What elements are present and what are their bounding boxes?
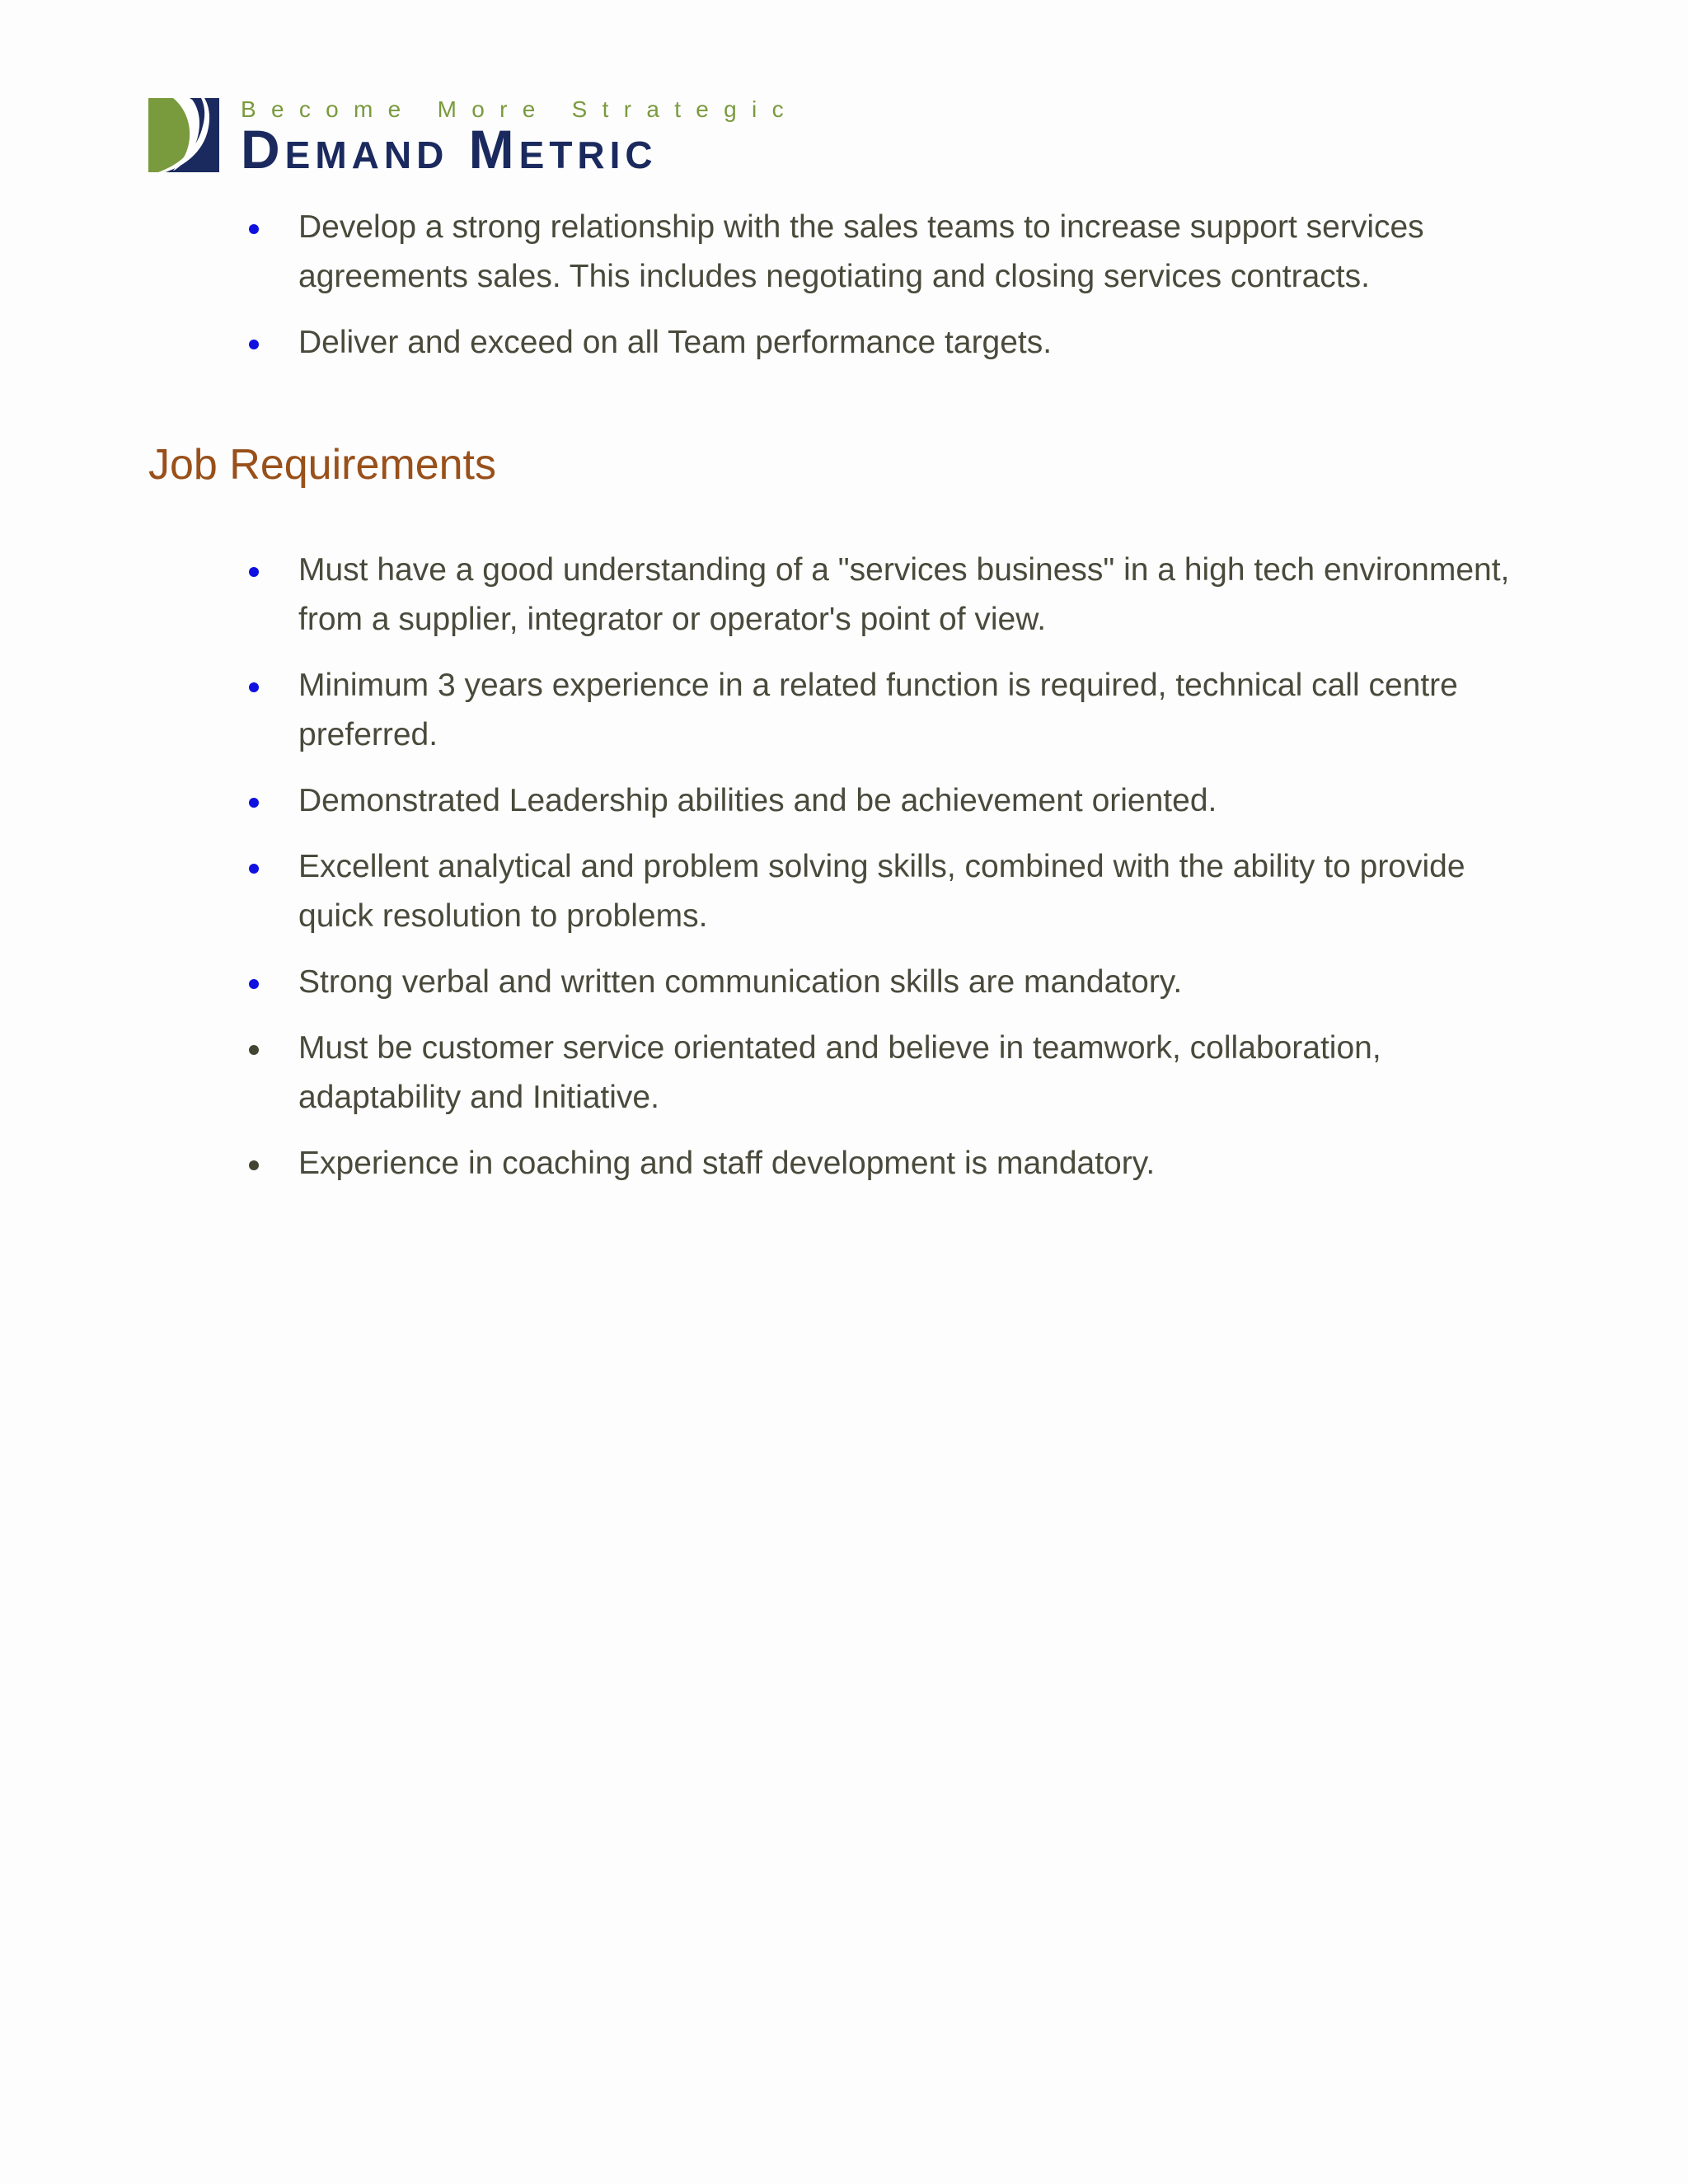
brand-name: Demand Metric	[241, 119, 658, 180]
brand-tagline: Become More Strategic	[241, 96, 799, 122]
list-item	[0, 318, 1688, 368]
bullet-dot-icon	[249, 798, 259, 808]
bullet-dot-icon	[249, 1160, 259, 1170]
list-item-text: Demonstrated Leadership abilities and be achievement oriented.	[298, 783, 1217, 818]
demand-metric-logo-icon	[148, 98, 219, 172]
bullet-dot-icon	[249, 1045, 259, 1055]
bullet-dot-icon	[249, 979, 259, 989]
bullet-dot-icon	[249, 567, 259, 577]
list-item-text: Develop a strong relationship with the sales teams to increase support services agreements sales. This includes negotiating and closing services contracts.	[298, 209, 1424, 294]
list-item	[0, 958, 1688, 1007]
list-item	[0, 842, 1688, 941]
intro-bullet-list	[0, 203, 1688, 384]
list-item	[0, 203, 1688, 302]
list-item-text: Deliver and exceed on all Team performance targets.	[298, 325, 1053, 360]
requirements-bullet-list	[0, 546, 1688, 1205]
list-item-text: Must be customer service orientated and believe in teamwork, collaboration, adaptability and Initiative.	[298, 1030, 1381, 1115]
list-item-text: Excellent analytical and problem solving skills, combined with the ability to provide quick resolution to problems.	[298, 849, 1465, 934]
list-item	[0, 546, 1688, 644]
list-item	[0, 661, 1688, 760]
list-item-text: Must have a good understanding of a "services business" in a high tech environment, from a supplier, integrator or operator's point of view.	[298, 552, 1510, 637]
section-heading-job-requirements: Job Requirements	[148, 441, 496, 489]
list-item	[0, 1024, 1688, 1122]
bullet-dot-icon	[249, 224, 259, 234]
list-item-text: Minimum 3 years experience in a related function is required, technical call centre preferred.	[298, 668, 1458, 752]
bullet-dot-icon	[249, 682, 259, 692]
bullet-dot-icon	[249, 340, 259, 349]
list-item-text: Experience in coaching and staff development is mandatory.	[298, 1146, 1156, 1181]
page-header	[148, 96, 799, 178]
list-item	[0, 1139, 1688, 1188]
list-item-text: Strong verbal and written communication skills are mandatory.	[298, 964, 1183, 1000]
bullet-dot-icon	[249, 864, 259, 874]
list-item	[0, 776, 1688, 826]
